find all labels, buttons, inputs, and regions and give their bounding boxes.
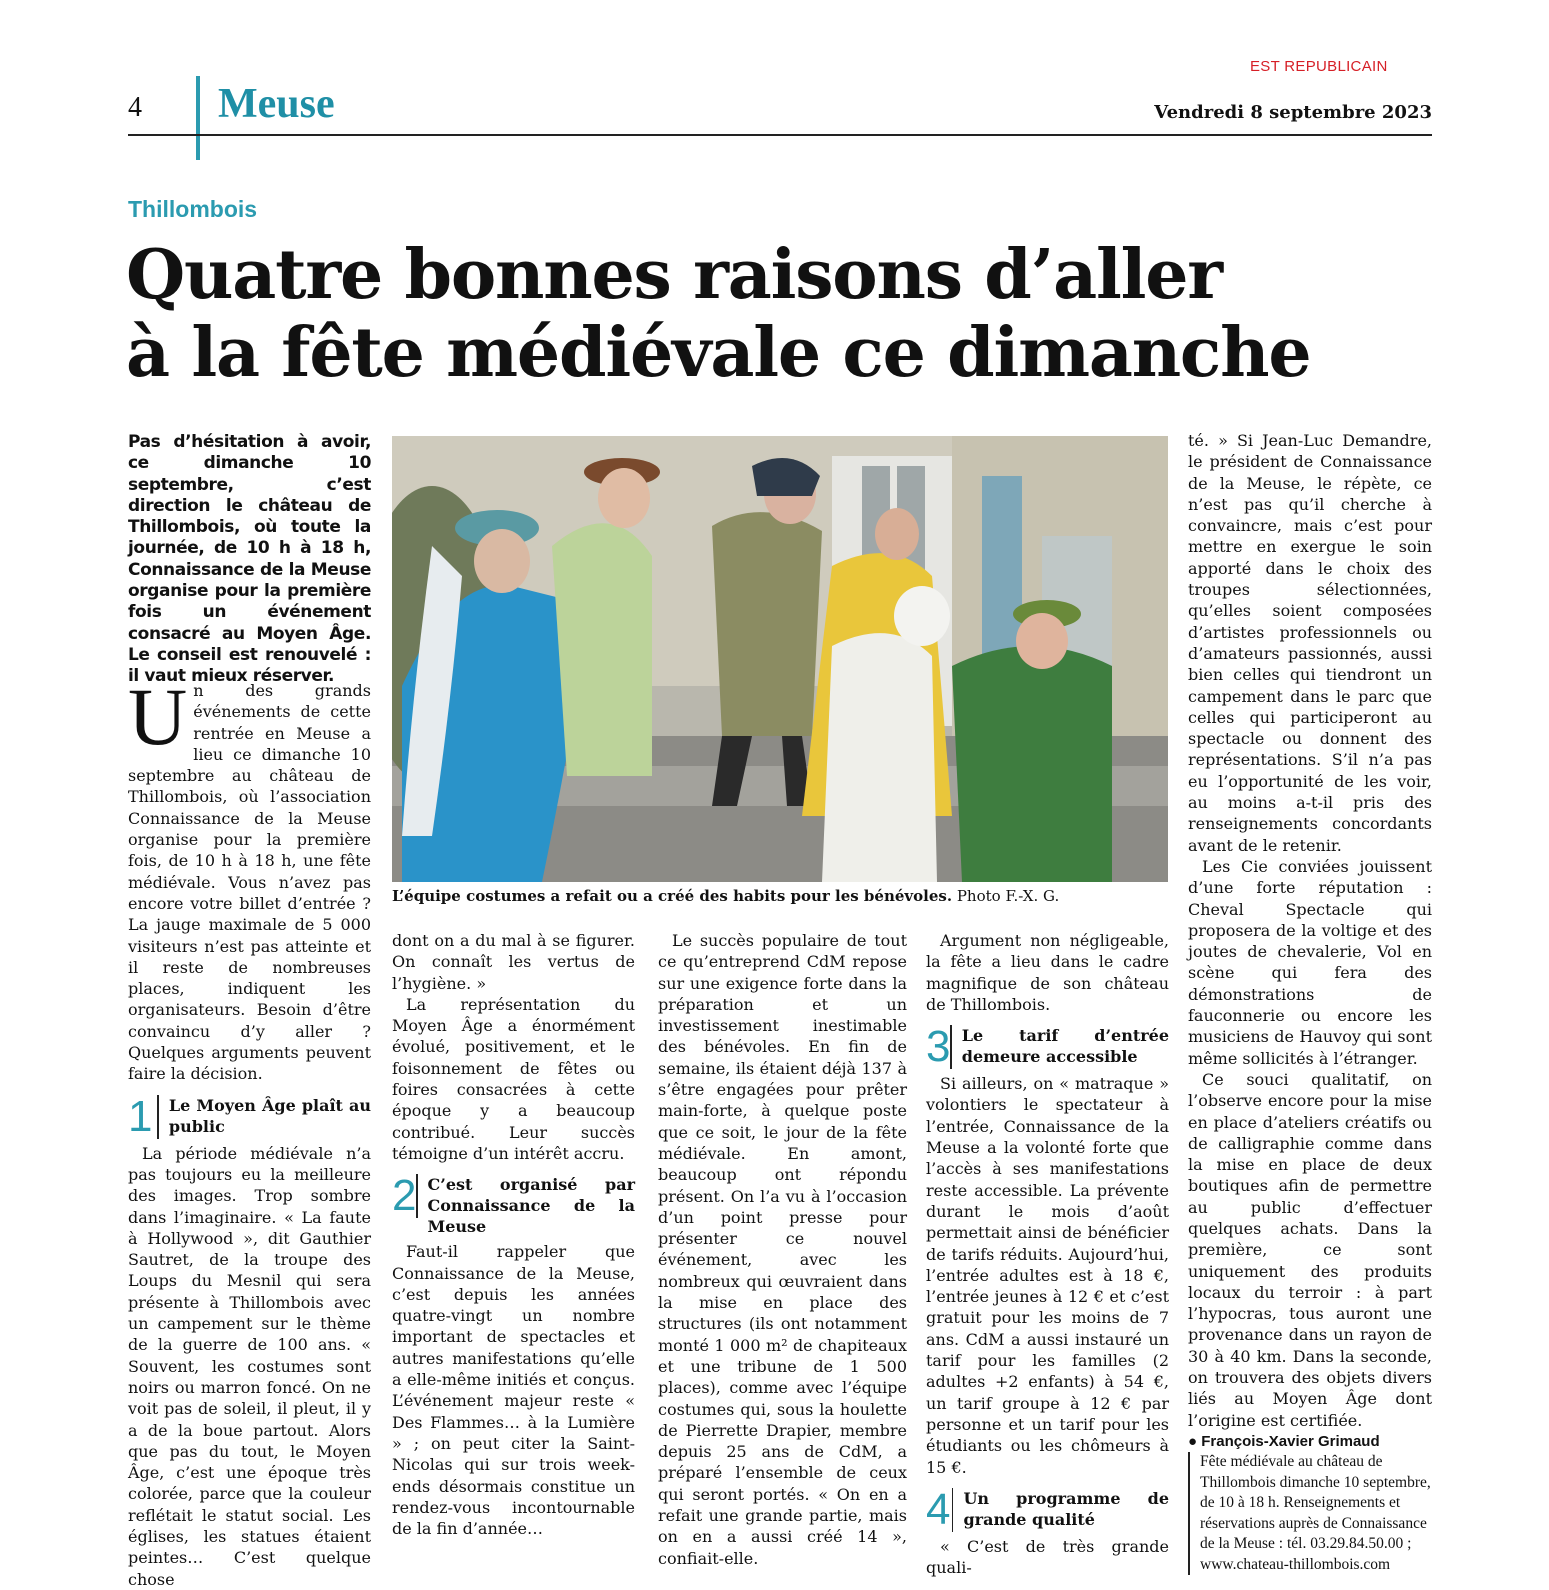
header-rule xyxy=(128,134,1432,136)
body-paragraph: « C’est de très grande quali- xyxy=(926,1536,1169,1578)
figure-green-tunic xyxy=(952,646,1112,882)
shutter xyxy=(982,476,1022,666)
figure-face xyxy=(474,529,530,593)
byline: ● François-Xavier Grimaud xyxy=(1188,1432,1380,1450)
article-lead: Pas d’hésitation à avoir, ce dimanche 10 septembre, c’est direction le château de Thillombois, où toute la journée, de 10 h à 18 h, Connaissance de la Meuse organise pour la première fois un événement consacré au Moyen Âge. Le conseil est renouvelé : il vaut mieux réserver. xyxy=(128,432,371,687)
subhead-bar xyxy=(416,1174,417,1218)
body-paragraph: La représentation du Moyen Âge a énormément évolué, positivement, et le foisonnement de fêtes ou foires consacrées à cette époque y a beaucoup contribué. Leur succès témoigne d’un intérêt accru. xyxy=(392,994,635,1163)
figure-face xyxy=(1016,613,1068,669)
subhead-3 xyxy=(926,1022,1169,1072)
article-photo xyxy=(392,436,1168,882)
figure-tunic xyxy=(712,512,822,736)
figure-white-dress xyxy=(822,633,937,882)
section-name: Meuse xyxy=(218,81,335,127)
issue-date: Vendredi 8 septembre 2023 xyxy=(1154,102,1432,123)
body-paragraph: Ce souci qualitatif, on l’observe encore pour la mise en place d’ateliers créatifs ou de calligraphie comme dans la mise en place de deux boutiques afin de permettre au public d’effectuer quelques achats. Dans la première, ce sont uniquement des produits locaux du terroir : à part l’hypocras, tous auront une provenance dans un rayon de 30 à 40 km. Dans la seconde, on trouvera des objets divers liés au Moyen Âge dont l’origine est certifiée. xyxy=(1188,1069,1432,1430)
subhead-number: 3 xyxy=(926,1022,951,1072)
section-divider xyxy=(196,76,200,160)
body-paragraph-continued: té. » Si Jean-Luc Demandre, le président de Connaissance de la Meuse, le répète, ce n’est pas qu’il cherche à convaincre, mais c’est pour mettre en exergue le soin apporté dans le choix des troupes sélectionnées, qu’elles soient composées d’artistes professionnels ou d’amateurs passionnés, aussi bien celles qui tiendront un campement dans le parc que celles qui participeront au spectacle ou donnent des représentations. S’il n’a pas eu l’opportunité de les voir, au moins a-t-il pris des renseignements concordants avant de le retenir. xyxy=(1188,431,1432,855)
page-number: 4 xyxy=(128,92,142,123)
subhead-number: 1 xyxy=(128,1091,153,1141)
newspaper-source: EST REPUBLICAIN xyxy=(1250,58,1388,75)
subhead-title: Le Moyen Âge plaît au public xyxy=(168,1095,371,1136)
article-column-3 xyxy=(658,930,907,1569)
body-paragraph: Le succès populaire de tout ce qu’entreprend CdM repose sur une exigence forte dans la préparation et un investissement inestimable des bénévoles. En fin de semaine, ils étaient déjà 137 à s’être engagées pour prêter main-forte, à quelque poste que ce soit, le jour de la fête médiévale. En amont, beaucoup ont répondu présent. On l’a vu à l’occasion d’un point presse pour présenter ce nouvel événement, avec les nombreux qui œuvraient dans la mise en place des structures (ils ont notamment monté 1 000 m² de chapiteaux et une tribune de 1 500 places), comme avec l’équipe costumes qui, sous la houlette de Pierrette Drapier, membre depuis 25 ans de CdM, a préparé l’ensemble de ceux qui seront portés. « On en a refait une grande partie, mais on en a aussi créé 14 », confiait-elle. xyxy=(658,931,907,1568)
subhead-title: C’est organisé par Connaissance de la Meuse xyxy=(427,1175,635,1237)
intro-paragraph xyxy=(128,671,371,1085)
body-paragraph: Les Cie conviées jouissent d’une forte réputation : Cheval Spectacle qui proposera de la voltige et des joutes de chevalerie, Vol en scène qui fera des démonstrations de fauconnerie ou encore les musiciens de Hauvoy qui sont même sollicités à l’étranger. xyxy=(1188,856,1432,1068)
subhead-number: 2 xyxy=(392,1171,417,1221)
subhead-1 xyxy=(128,1091,371,1141)
body-paragraph: Argument non négligeable, la fête a lieu dans le cadre magnifique de son château de Thillombois. xyxy=(926,931,1169,1014)
photo-caption xyxy=(392,886,1168,906)
figure-face xyxy=(875,508,919,560)
caption-text: L’équipe costumes a refait ou a créé des habits pour les bénévoles. xyxy=(392,887,953,905)
subhead-bar xyxy=(952,1488,953,1532)
article-column-1 xyxy=(128,671,371,1590)
intro-text: n des grands événements de cette rentrée en Meuse a lieu ce dimanche 10 septembre au château de Thillombois, où l’association Connaissance de la Meuse organise pour la première fois, de 10 h à 18 h, une fête médiévale. Vous n’avez pas encore votre billet d’entrée ? La jauge maximale de 5 000 visiteurs n’est pas atteinte et il reste de nombreuses places, indiquent les organisateurs. Besoin d’être convaincu d’y aller ? Quelques arguments peuvent faire la décision. xyxy=(128,681,371,1084)
photo-credit: Photo F.-X. G. xyxy=(956,887,1060,905)
figure-face xyxy=(598,468,650,528)
article-headline xyxy=(126,236,1436,392)
subhead-4 xyxy=(926,1484,1169,1534)
subhead-bar xyxy=(950,1025,951,1069)
headline-line-1: Quatre bonnes raisons d’aller xyxy=(126,235,1222,315)
body-paragraph: Faut-il rappeler que Connaissance de la Meuse, c’est depuis les années quatre-vingt un nombre important de spectacles et autres manifestations qu’elle a elle-même initiés et conçus. L’événement majeur reste « Des Flammes… à la Lumière » ; on peut citer la Saint-Nicolas qui sur trois week-ends désormais constitue un rendez-vous incontournable de la fin d’année… xyxy=(392,1242,635,1539)
subhead-number: 4 xyxy=(926,1484,951,1534)
article-locality: Thillombois xyxy=(128,196,258,222)
article-column-5 xyxy=(1188,430,1432,1575)
article-column-4 xyxy=(926,930,1169,1578)
subhead-bar xyxy=(157,1095,159,1139)
event-info-box: Fête médiévale au château de Thillombois dimanche 10 septembre, de 10 à 18 h. Renseignements et réservations auprès de Connaissance de la Meuse : tél. 03.29.84.50.00 ; www.chateau-thillombois.com xyxy=(1188,1452,1432,1575)
body-paragraph-continued: dont on a du mal à se figurer. On connaît les vertus de l’hygiène. » xyxy=(392,931,635,993)
subhead-2 xyxy=(392,1171,635,1237)
headline-line-2: à la fête médiévale ce dimanche xyxy=(126,313,1311,393)
figure-green-dress xyxy=(552,523,652,776)
drop-cap: U xyxy=(128,671,188,762)
body-paragraph: La période médiévale n’a pas toujours eu la meilleure des images. Trop sombre dans l’imaginaire. « La faute à Hollywood », dit Gauthier Sautret, de la troupe des Loups du Mesnil qui sera présente à Thillombois avec un campement sur le thème de la guerre de 100 ans. « Souvent, les costumes sont noirs ou marron foncé. On ne voit pas de soleil, il pleut, il y a de la boue partout. Alors que pas du tout, le Moyen Âge, c’est une époque très colorée, parce que la couleur reflétait le statut social. Les églises, les statues étaient peintes… C’est quelque chose xyxy=(128,1143,371,1589)
body-paragraph: Si ailleurs, on « matraque » volontiers le spectateur à l’entrée, Connaissance de la Meuse a la volonté forte que l’accès à ses manifestations reste accessible. La prévente durant le mois d’août permettait ainsi de bénéficier de tarifs réduits. Aujourd’hui, l’entrée adultes est à 18 €, l’entrée jeunes à 12 € et c’est gratuit pour les moins de 7 ans. CdM a aussi instauré un tarif pour les familles (2 adultes +2 enfants) à 54 €, un tarif groupe à 12 € par personne et un tarif pour les étudiants ou les chômeurs à 15 €. xyxy=(926,1074,1169,1477)
subhead-title: Un programme de grande qualité xyxy=(963,1488,1169,1529)
author-name: François-Xavier Grimaud xyxy=(1201,1432,1380,1450)
figure-coif xyxy=(894,586,950,646)
subhead-title: Le tarif d’entrée demeure accessible xyxy=(961,1026,1169,1067)
article-column-2 xyxy=(392,930,635,1539)
